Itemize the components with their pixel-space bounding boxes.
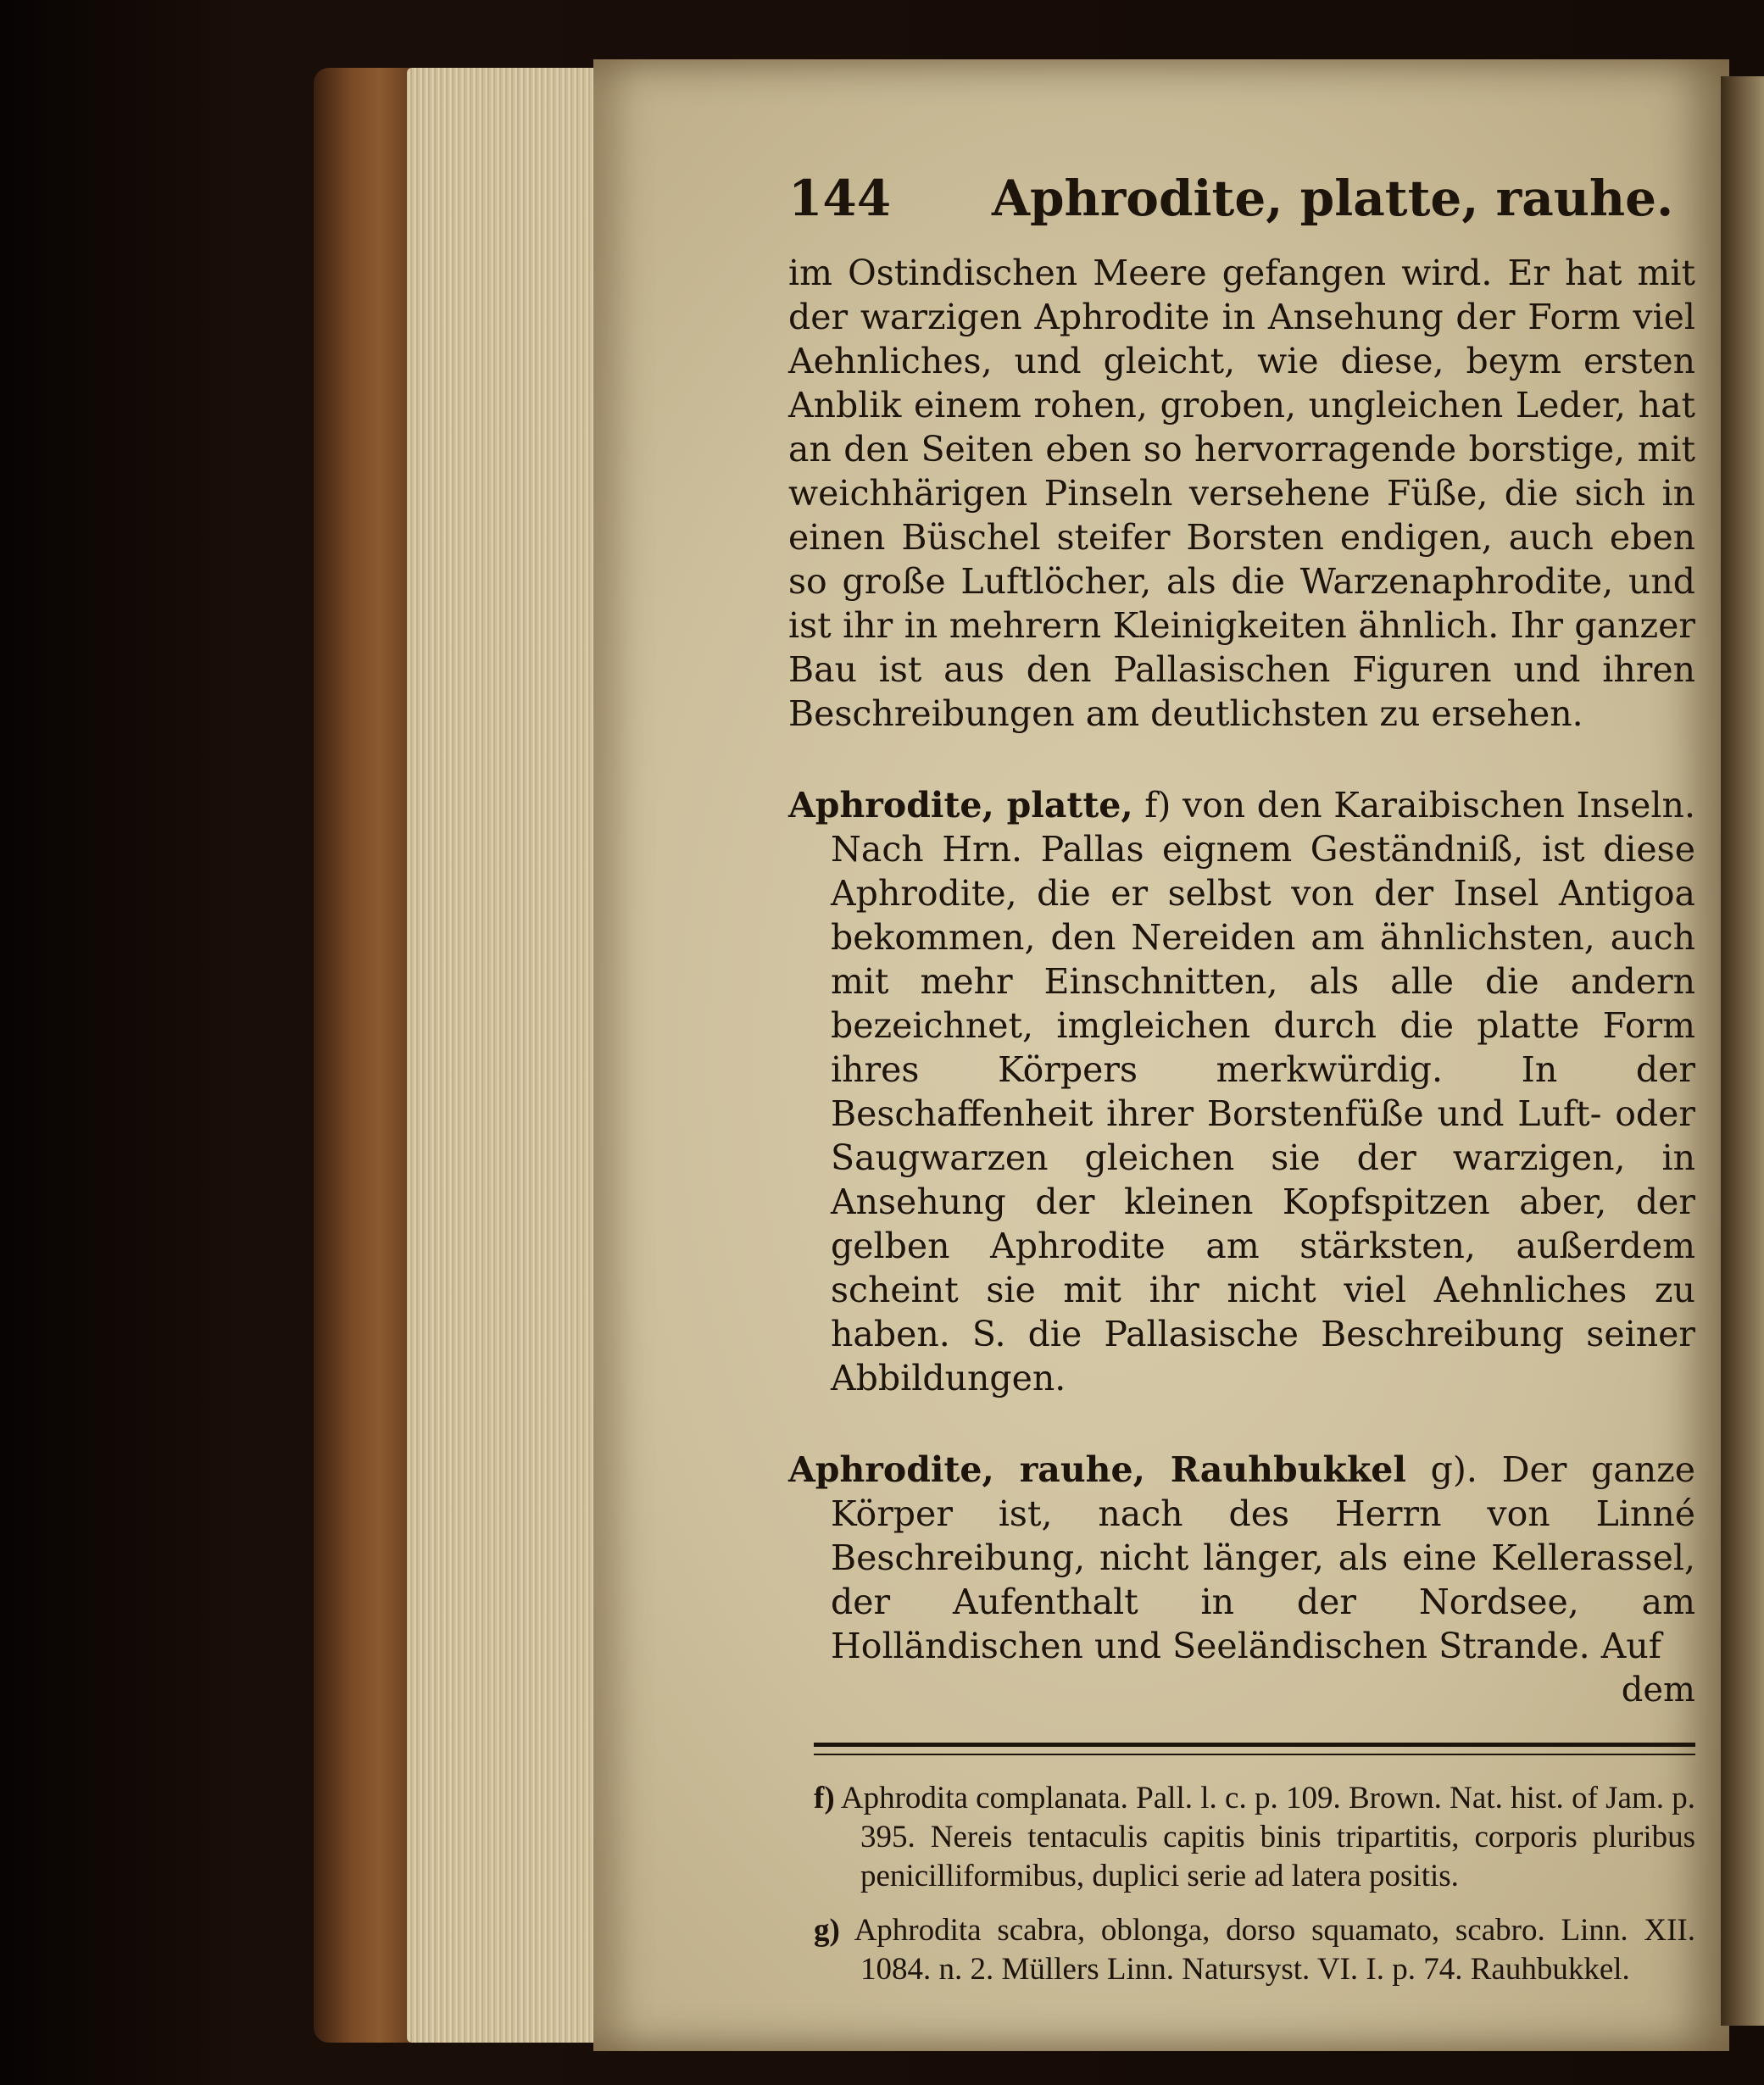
- catchword: dem: [1621, 1671, 1695, 1710]
- facing-page-gutter: [1721, 76, 1764, 2026]
- entry-body: f) von den Karaibischen Inseln. Nach Hrn. Pallas eignem Geständniß, ist diese Aphrodite, die er selbst von der Insel Antigoa bekommen, den Nereiden am ähnlichsten, auch mit mehr Einschnitten, als alle die andern bezeichnet, imgleichen durch die platte Form ihres Körpers merkwürdig. In der Beschaffenheit ihrer Borstenfüße und Luft- oder Saugwarzen gleichen sie der warzigen, in Ansehung der kleinen Kopfspitzen aber, der gelben Aphrodite am stärksten, außerdem scheint sie mit ihr nicht viel Aehnliches zu haben. S. die Pallasische Beschreibung seiner Abbildungen.: [831, 785, 1695, 1398]
- footnote-text: Aphrodita scabra, oblonga, dorso squamato, scabro. Linn. XII. 1084. n. 2. Müllers Linn. Natursyst. VI. I. p. 74. Rauhbukkel.: [854, 1913, 1695, 1987]
- entry-body: g). Der ganze Körper ist, nach des Herrn von Linné Beschreibung, nicht länger, als eine Kellerassel, der Aufenthalt in der Nordsee, am Holländischen und Seeländischen Strande. Auf: [831, 1449, 1695, 1666]
- footnote-mark: f): [814, 1781, 835, 1815]
- entry-rauhe: [788, 1448, 1695, 1668]
- page-header: [788, 170, 1695, 246]
- footnote: [814, 1911, 1695, 1989]
- footnotes: [814, 1779, 1695, 1989]
- footnote-mark: g): [814, 1913, 840, 1948]
- paragraph: im Ostindischen Meere gefangen wird. Er hat mit der warzigen Aphrodite in Ansehung der Form viel Aehnliches, und gleicht, wie diese, beym ersten Anblik einem rohen, groben, ungleichen Leder, hat an den Seiten eben so hervorragende borstige, mit weichhärigen Pinseln versehene Füße, die sich in einen Büschel steifer Borsten endigen, auch eben so große Luftlöcher, als die Warzenaphrodite, und ist ihr in mehrern Kleinigkeiten ähnlich. Ihr ganzer Bau ist aus den Pallasischen Figuren und ihren Beschreibungen am deutlichsten zu ersehen.: [788, 253, 1695, 734]
- page-edges: [407, 68, 602, 2043]
- page-text-block: [788, 170, 1695, 2004]
- entry-platte: [788, 783, 1695, 1400]
- running-title: Aphrodite, platte, rauhe.: [992, 170, 1674, 227]
- footnote: [814, 1779, 1695, 1896]
- entry-heading: Aphrodite, rauhe, Rauhbukkel: [788, 1449, 1406, 1490]
- entry-heading: Aphrodite, platte,: [788, 785, 1133, 826]
- page-number: 144: [788, 170, 892, 227]
- footnote-rule: [814, 1743, 1695, 1755]
- footnote-text: Aphrodita complanata. Pall. l. c. p. 109. Brown. Nat. hist. of Jam. p. 395. Nereis tentaculis capitis binis tripartitis, corporis pluribus penicilliformibus, duplici serie ad latera positis.: [840, 1781, 1695, 1893]
